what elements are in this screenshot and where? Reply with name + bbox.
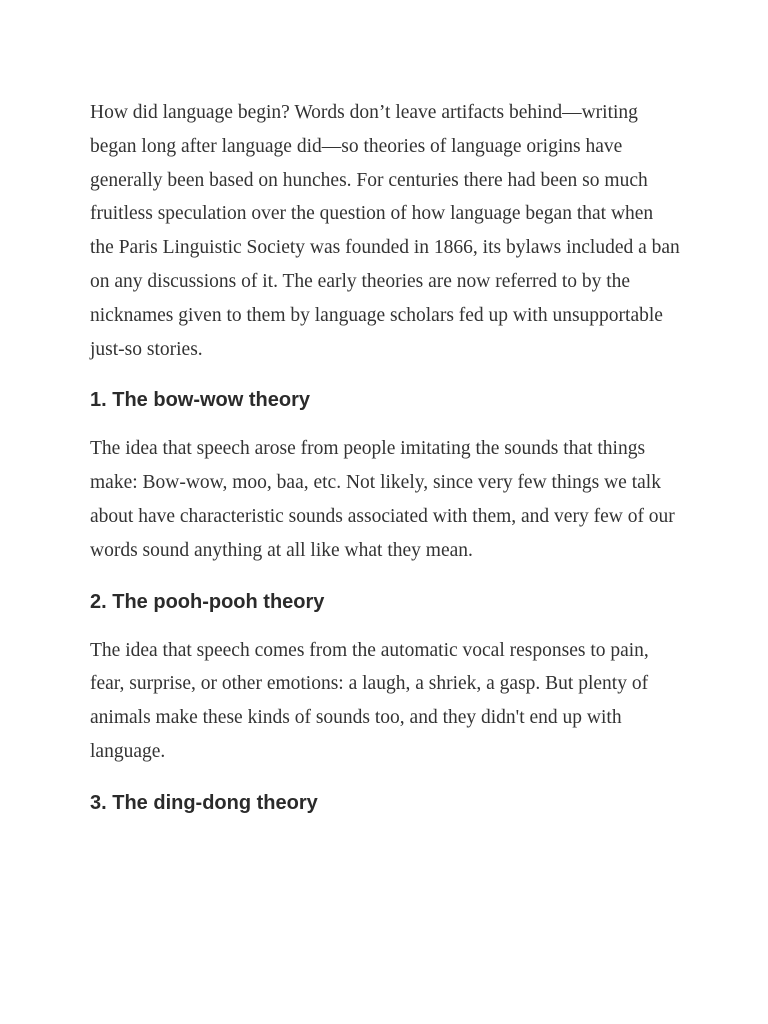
intro-paragraph: How did language begin? Words don’t leave artifacts behind—writing began long after language did—so theories of language origins have generally been based on hunches. For centuries there had been so much fruitless speculation over the question of how language began that when the Paris Linguistic Society was founded in 1866, its bylaws included a ban on any discussions of it. The early theories are now referred to by the nicknames given to them by language scholars fed up with unsupportable just-so stories. — [90, 102, 680, 360]
section-heading-pooh-pooh: 2. The pooh-pooh theory — [90, 590, 325, 613]
section-body-bow-wow: The idea that speech arose from people imitating the sounds that things make: Bow-wow, moo, baa, etc. Not likely, since very few things we talk about have characteristic sounds associated with them, and very few of our words sound anything at all like what they mean. — [90, 438, 675, 561]
section-heading-ding-dong: 3. The ding-dong theory — [90, 791, 318, 814]
section-heading-bow-wow: 1. The bow-wow theory — [90, 389, 311, 412]
article — [90, 96, 680, 817]
section-body-pooh-pooh: The idea that speech comes from the automatic vocal responses to pain, fear, surprise, or other emotions: a laugh, a shriek, a gasp. But plenty of animals make these kinds of sounds too, and they didn't end up with language. — [90, 639, 649, 762]
